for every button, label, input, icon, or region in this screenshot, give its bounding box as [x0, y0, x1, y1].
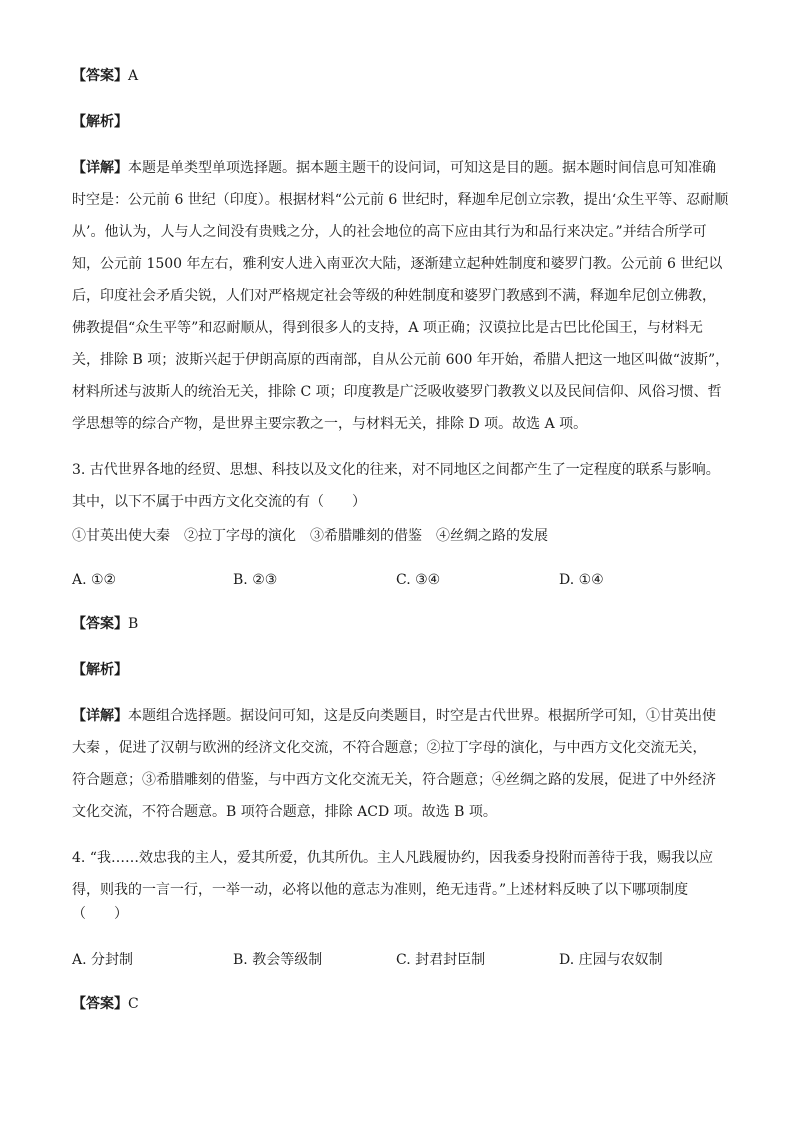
question-3-stem: 其中，以下不属于中西方文化交流的有（ ） — [72, 494, 366, 510]
option-c: C. 封君封臣制 — [396, 952, 486, 968]
detail-tag: 【详解】 — [72, 160, 128, 176]
option-d: D. 庄园与农奴制 — [559, 952, 663, 968]
option-c: C. ③④ — [396, 572, 441, 588]
analysis-tag: 【解析】 — [72, 662, 128, 678]
detail-line — [72, 706, 716, 726]
option-a: A. 分封制 — [72, 952, 134, 968]
analysis-tag: 【解析】 — [72, 114, 128, 130]
option-a: A. ①② — [72, 572, 117, 588]
option-d: D. ①④ — [559, 572, 604, 588]
detail-text: 从’。他认为，人与人之间没有贵贱之分，人的社会地位的高下应由其行为和品行来决定。”并结合所学可 — [72, 224, 707, 240]
option-b: B. 教会等级制 — [233, 952, 323, 968]
answer-value: B — [128, 616, 139, 632]
question-4-stem: 得，则我的一言一行，一举一动，必将以他的意志为准则，绝无违背。”上述材料反映了以下哪项制度 — [72, 882, 689, 898]
detail-text: 关，排除 B 项；波斯兴起于伊朗高原的西南部，自从公元前 600 年开始，希腊人把这一地区叫做“波斯”， — [72, 352, 730, 368]
analysis-line — [72, 112, 128, 132]
question-3-stem: 3. 古代世界各地的经贸、思想、科技以及文化的往来，对不同地区之间都产生了一定程度的联系与影响。 — [72, 462, 720, 478]
question-4-stem: 4. “我……效忠我的主人，爱其所爱，仇其所仇。主人凡践履协约，因我委身投附而善待于我，赐我以应 — [72, 850, 713, 866]
answer-value: A — [128, 68, 139, 84]
answer-line — [72, 614, 138, 634]
detail-text: 时空是：公元前 6 世纪（印度）。根据材料“公元前 6 世纪时，释迦牟尼创立宗教，提出‘众生平等、忍耐顺 — [72, 192, 729, 208]
answer-line — [72, 994, 139, 1014]
detail-tag: 【详解】 — [72, 708, 128, 724]
question-4-stem: （ ） — [72, 906, 128, 922]
detail-text: 知，公元前 1500 年左右，雅利安人进入南亚次大陆，逐渐建立起种姓制度和婆罗门教。公元前 6 世纪以 — [72, 256, 723, 272]
answer-tag: 【答案】 — [72, 996, 128, 1012]
detail-text: 符合题意；③希腊雕刻的借鉴，与中西方文化交流无关，符合题意；④丝绸之路的发展，促进了中外经济 — [72, 772, 716, 788]
analysis-line — [72, 660, 128, 680]
answer-tag: 【答案】 — [72, 68, 128, 84]
detail-text: 本题是单类型单项选择题。据本题主题干的设问词，可知这是目的题。据本题时间信息可知准确 — [128, 160, 716, 176]
detail-text: 文化交流，不符合题意。B 项符合题意，排除 ACD 项。故选 B 项。 — [72, 804, 497, 820]
question-3-items: ①甘英出使大秦 ②拉丁字母的演化 ③希腊雕刻的借鉴 ④丝绸之路的发展 — [72, 528, 548, 544]
answer-value: C — [128, 996, 139, 1012]
answer-line — [72, 66, 138, 86]
detail-text: 佛教提倡“众生平等”和忍耐顺从，得到很多人的支持，A 项正确；汉谟拉比是古巴比伦国王，与材料无 — [72, 320, 703, 336]
detail-text: 本题组合选择题。据设问可知，这是反向类题目，时空是古代世界。根据所学可知，①甘英出使 — [128, 708, 716, 724]
detail-text: 学思想等的综合产物，是世界主要宗教之一，与材料无关，排除 D 项。故选 A 项。 — [72, 416, 588, 432]
detail-text: 后，印度社会矛盾尖锐，人们对严格规定社会等级的种姓制度和婆罗门教感到不满，释迦牟尼创立佛教， — [72, 288, 716, 304]
answer-tag: 【答案】 — [72, 616, 128, 632]
detail-line — [72, 158, 716, 178]
detail-text: 材料所述与波斯人的统治无关，排除 C 项；印度教是广泛吸收婆罗门教教义以及民间信仰、风俗习惯、哲 — [72, 384, 722, 400]
option-b: B. ②③ — [233, 572, 278, 588]
detail-text: 大秦 ，促进了汉朝与欧洲的经济文化交流，不符合题意；②拉丁字母的演化，与中西方文化交流无关， — [72, 740, 707, 756]
